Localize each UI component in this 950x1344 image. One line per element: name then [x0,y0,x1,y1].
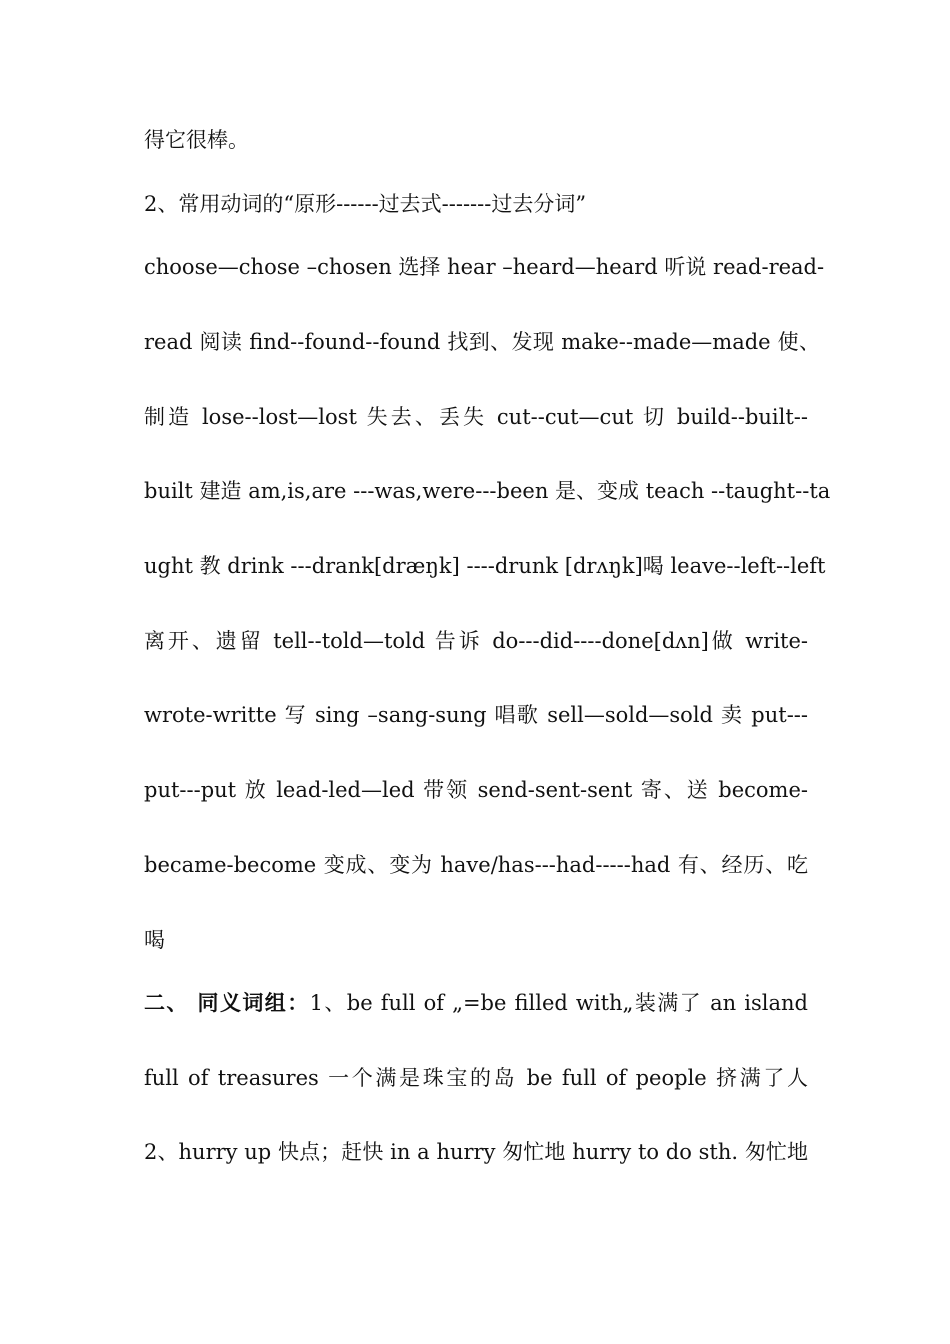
section-line-2: full of treasures 一个满是珠宝的岛 be full of people 挤满了人 [144,1066,808,1090]
section-heading: 二、 同义词组： [144,991,310,1015]
text-line-7: ught 教 drink ---drank[dræŋk] ----drunk [drʌŋk]喝 leave--left--left [144,554,826,578]
text-line-5: 制造 lose--lost—lost 失去、丢失 cut--cut—cut 切 build--built-- [144,405,808,429]
text-line-6: built 建造 am,is,are ---was,were---been 是、变成 teach --taught--ta [144,479,831,503]
section-line-3: 2、hurry up 快点；赶快 in a hurry 匆忙地 hurry to do sth. 匆忙地 [144,1140,808,1164]
text-line-4: read 阅读 find--found--found 找到、发现 make--made—made 使、 [144,330,820,354]
section-line-1 [144,989,808,1017]
text-line-1: 得它很棒。 [144,128,249,152]
text-line-8: 离开、遗留 tell--told—told 告诉 do---did----done[dʌn]做 write- [144,629,808,653]
text-line-3: choose—chose –chosen 选择 hear –heard—heard 听说 read-read- [144,255,825,279]
text-line-11: became-become 变成、变为 have/has---had-----had 有、经历、吃 [144,853,808,877]
text-line-2: 2、常用动词的“原形------过去式-------过去分词” [144,192,587,216]
section-line-1-text: 1、be full of „=be filled with„装满了 an island [309,991,808,1015]
text-line-10: put---put 放 lead-led—led 带领 send-sent-sent 寄、送 become- [144,778,808,802]
text-line-9: wrote-writte 写 sing –sang-sung 唱歌 sell—sold—sold 卖 put--- [144,703,808,727]
text-line-12: 喝 [144,928,165,952]
